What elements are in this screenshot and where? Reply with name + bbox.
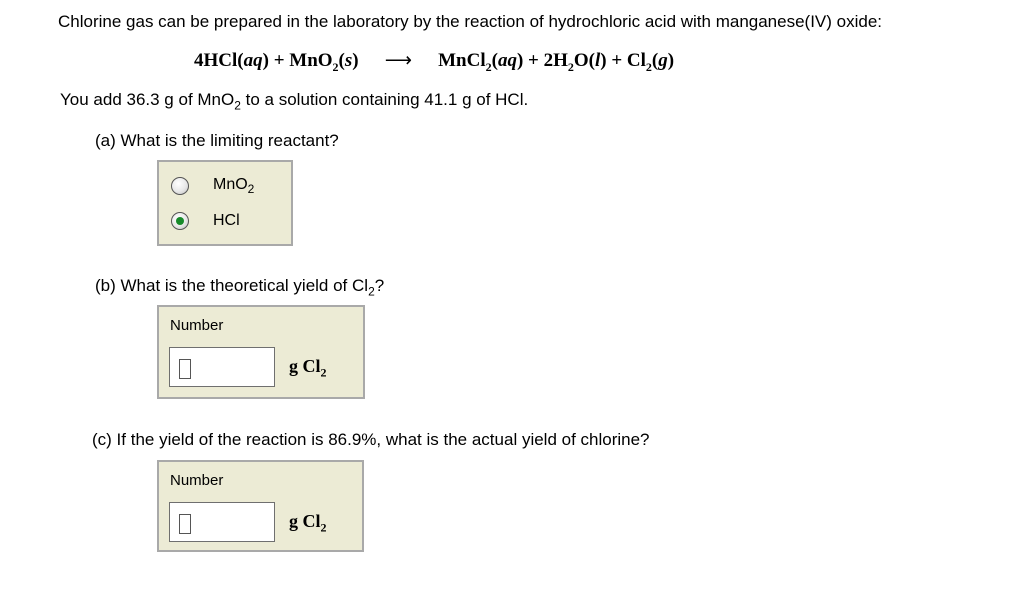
reaction-arrow-icon: ⟶: [384, 50, 412, 71]
product-cl2: $Cl_2(g)$: [626, 50, 675, 74]
question-a: (a) What is the limiting reactant?: [95, 131, 339, 150]
plus-sign: +: [528, 50, 539, 71]
product-h2o: $2H_2O(l)$: [543, 50, 607, 74]
number-label: Number: [170, 317, 224, 334]
chemical-equation: [194, 49, 674, 75]
unit-label: g $Cl_2$: [289, 356, 327, 380]
product-mncl2: MnCl$_2$(aq): [438, 50, 524, 74]
limiting-reactant-choices: [157, 160, 293, 246]
option-hcl[interactable]: [171, 212, 240, 230]
radio-dot-icon: [176, 217, 184, 225]
answer-b-panel: [157, 305, 365, 399]
actual-yield-input[interactable]: [169, 502, 275, 542]
text-cursor-icon: [179, 359, 191, 379]
option-label: MnO$_2$: [213, 176, 255, 197]
option-mno2[interactable]: [171, 176, 254, 196]
text-cursor-icon: [179, 514, 191, 534]
unit-label: g $Cl_2$: [289, 511, 327, 535]
radio-button-selected-icon[interactable]: [171, 212, 189, 230]
given-quantities: You add 36.3 g of MnO$_2$ to a solution containing 41.1 g of HCl.: [60, 90, 529, 113]
option-label: HCl: [213, 212, 240, 229]
reactant-hcl: 4HCl(aq): [194, 50, 269, 71]
problem-intro: Chlorine gas can be prepared in the laboratory by the reaction of hydrochloric acid with manganese(IV) oxide:: [58, 12, 883, 31]
theoretical-yield-input[interactable]: [169, 347, 275, 387]
answer-c-panel: [157, 460, 364, 552]
question-c: (c) If the yield of the reaction is 86.9%, what is the actual yield of chlorine?: [92, 430, 650, 449]
reactant-mno2: MnO$_2$(s): [289, 50, 359, 74]
number-label: Number: [170, 472, 224, 489]
radio-button-unselected-icon[interactable]: [171, 177, 189, 195]
plus-sign: +: [611, 50, 623, 71]
question-b: (b) What is the theoretical yield of $Cl_2$?: [95, 276, 385, 299]
plus-sign: +: [273, 50, 285, 71]
